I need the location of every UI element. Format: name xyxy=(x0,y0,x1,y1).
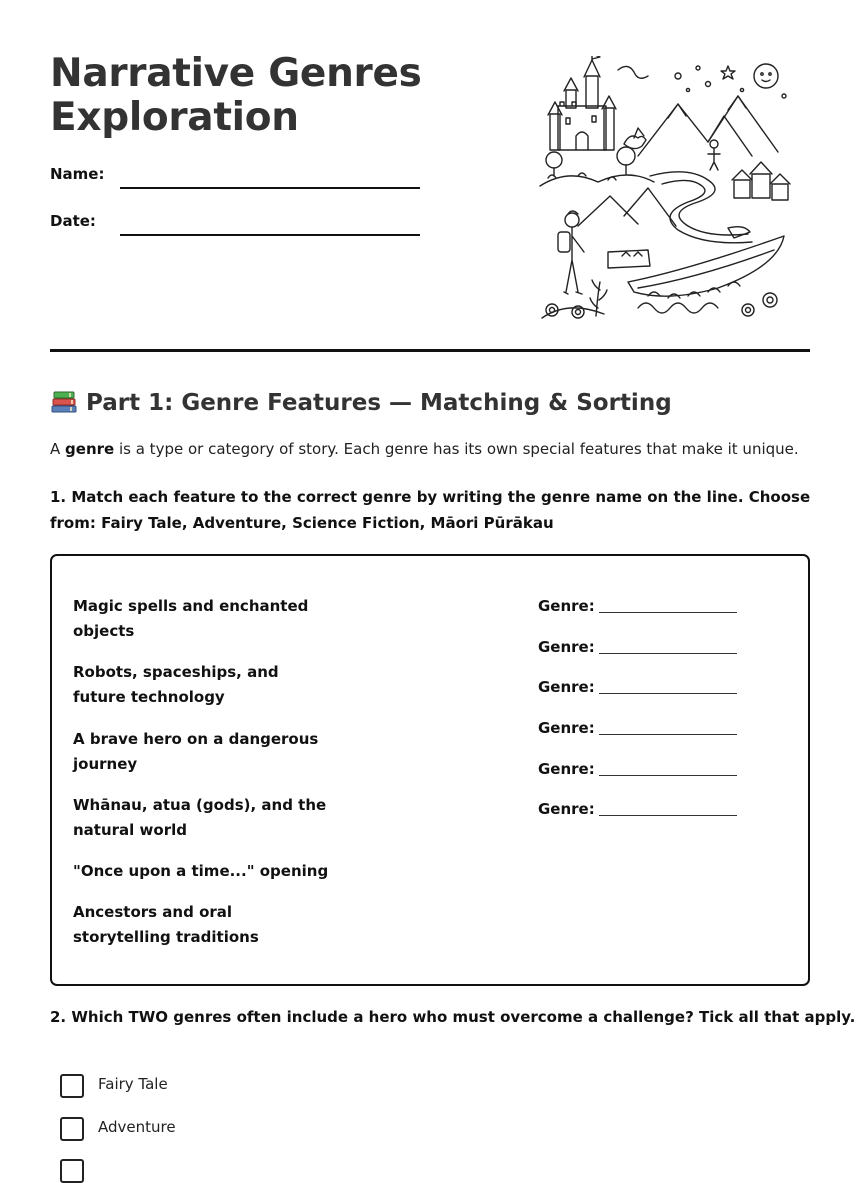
genre-label: Genre: xyxy=(538,760,595,778)
genre-answer-line[interactable] xyxy=(538,760,737,778)
date-label: Date: xyxy=(50,212,96,230)
feature-item: Ancestors and oral storytelling traditions xyxy=(73,903,259,946)
genre-blank[interactable] xyxy=(599,679,737,694)
books-icon xyxy=(50,388,78,414)
title-line-1: Narrative Genres xyxy=(50,51,422,96)
genre-label: Genre: xyxy=(538,800,595,818)
genre-blank[interactable] xyxy=(599,598,737,613)
genre-blank[interactable] xyxy=(599,761,737,776)
feature-item: Robots, spaceships, and future technology xyxy=(73,663,279,706)
feature-item: Whānau, atua (gods), and the natural world xyxy=(73,796,327,839)
genre-blank[interactable] xyxy=(599,639,737,654)
name-line[interactable] xyxy=(120,187,420,189)
option-label: Fairy Tale xyxy=(98,1075,168,1093)
genre-label: Genre: xyxy=(538,597,595,615)
feature-item: Magic spells and enchanted objects xyxy=(73,597,309,640)
intro-bold-term: genre xyxy=(65,440,115,458)
question-1: 1. Match each feature to the correct genre by writing the genre name on the line. Choose from: Fairy Tale, Adventure, Science Fiction, Māori Pūrākau xyxy=(50,488,811,532)
genre-label: Genre: xyxy=(538,678,595,696)
genre-answer-line[interactable] xyxy=(538,638,737,656)
part-1-heading xyxy=(50,388,672,416)
genre-answer-line[interactable] xyxy=(538,800,737,818)
part-1-heading-text: Part 1: Genre Features — Matching & Sorting xyxy=(86,390,672,416)
date-line[interactable] xyxy=(120,234,420,236)
genre-answer-line[interactable] xyxy=(538,719,737,737)
option-label: Adventure xyxy=(98,1118,176,1136)
genre-blank[interactable] xyxy=(599,720,737,735)
feature-item: A brave hero on a dangerous journey xyxy=(73,730,319,773)
genre-label: Genre: xyxy=(538,719,595,737)
name-label: Name: xyxy=(50,165,105,183)
question-2: 2. Which TWO genres often include a hero who must overcome a challenge? Tick all that apply. xyxy=(50,1008,856,1026)
genre-answer-line[interactable] xyxy=(538,678,737,696)
matching-box xyxy=(50,554,810,986)
genre-blank[interactable] xyxy=(599,801,737,816)
intro-after: is a type or category of story. Each genre has its own special features that make it unique. xyxy=(114,440,799,458)
storybook-landscape-illustration xyxy=(538,56,798,322)
genre-intro xyxy=(50,440,799,458)
intro-before: A xyxy=(50,440,66,458)
checkbox[interactable] xyxy=(60,1159,84,1183)
genre-answer-line[interactable] xyxy=(538,597,737,615)
title-line-2: Exploration xyxy=(50,95,299,140)
header-divider xyxy=(50,349,810,352)
worksheet-title xyxy=(50,52,422,140)
checkbox[interactable] xyxy=(60,1074,84,1098)
feature-item: "Once upon a time..." opening xyxy=(73,862,329,880)
genre-label: Genre: xyxy=(538,638,595,656)
checkbox[interactable] xyxy=(60,1117,84,1141)
